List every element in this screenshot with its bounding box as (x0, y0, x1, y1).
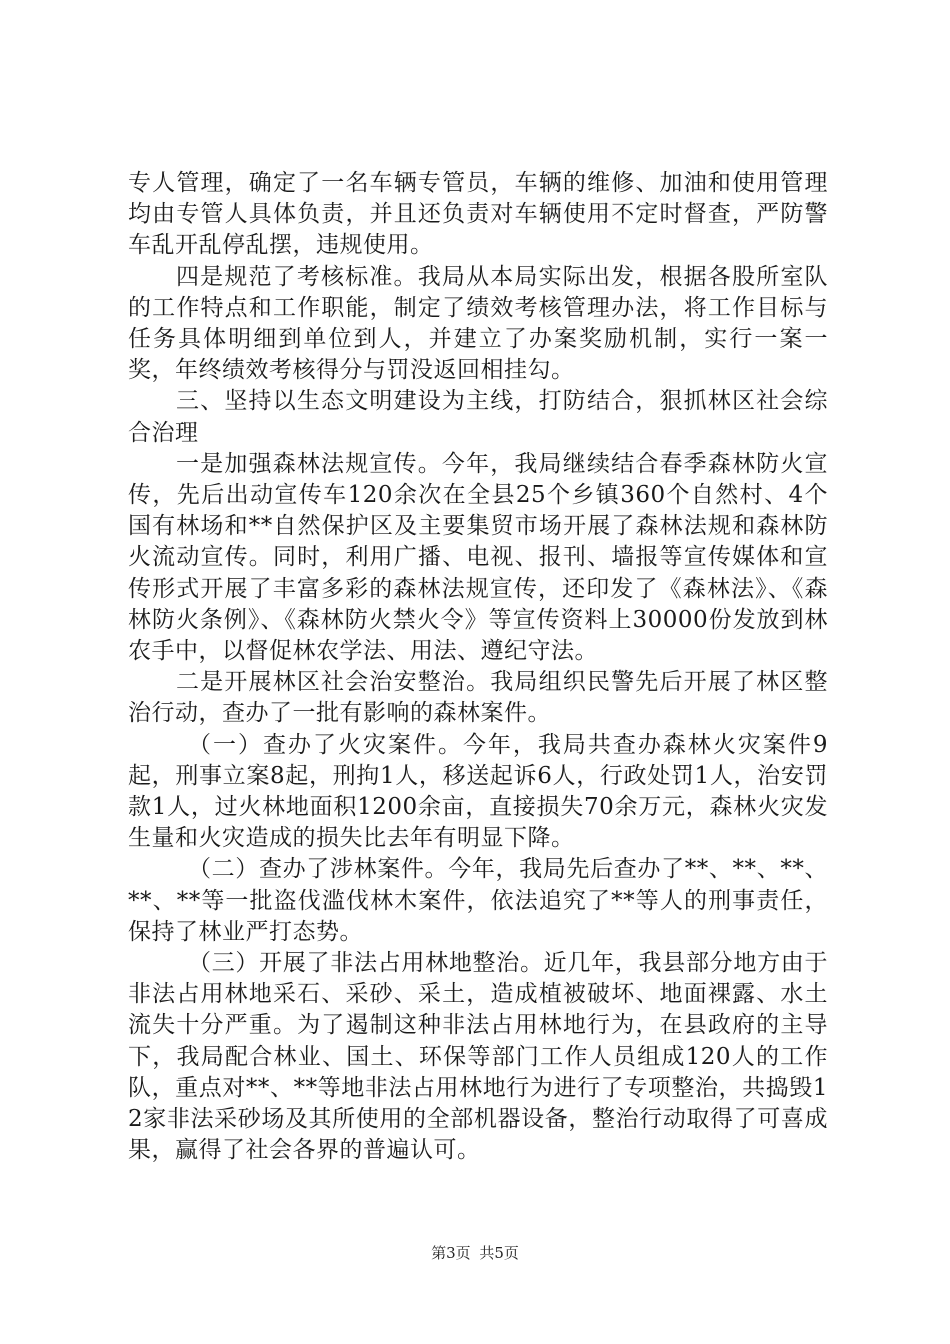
paragraph-land-occupation: （三）开展了非法占用林地整治。近几年，我县部分地方由于非法占用林地采石、采砂、采土，造成植被破坏、地面裸露、水土流失十分严重。为了遏制这种非法占用林地行为，在县政府的主导下，我局配合林业、国土、环保等部门工作人员组成120人的工作队，重点对**、**等地非法占用林地行为进行了专项整治，共捣毁12家非法采砂场及其所使用的全部机器设备，整治行动取得了可喜成果，赢得了社会各界的普遍认可。 (128, 950, 828, 1164)
paragraph-fire-cases: （一）查办了火灾案件。今年，我局共查办森林火灾案件9起，刑事立案8起，刑拘1人，移送起诉6人，行政处罚1人，治安罚款1人，过火林地面积1200余亩，直接损失70余万元，森林火灾发生量和火灾造成的损失比去年有明显下降。 (128, 731, 828, 852)
page-number: 第3页 (431, 1244, 471, 1262)
document-body (128, 168, 828, 1167)
paragraph-public-security: 二是开展林区社会治安整治。我局组织民警先后开展了林区整治行动，查办了一批有影响的森林案件。 (128, 669, 828, 727)
paragraph-vehicle-management: 专人管理，确定了一名车辆专管员，车辆的维修、加油和使用管理均由专管人具体负责，并且还负责对车辆使用不定时督查，严防警车乱开乱停乱摆，违规使用。 (128, 170, 828, 259)
paragraph-forest-cases: （二）查办了涉林案件。今年，我局先后查办了**、**、**、**、**等一批盗伐滥伐林木案件，依法追究了**等人的刑事责任，保持了林业严打态势。 (128, 856, 828, 945)
paragraph-law-publicity: 一是加强森林法规宣传。今年，我局继续结合春季森林防火宣传，先后出动宣传车120余次在全县25个乡镇360个自然村、4个国有林场和**自然保护区及主要集贸市场开展了森林法规和森林防火流动宣传。同时，利用广播、电视、报刊、墙报等宣传媒体和宣传形式开展了丰富多彩的森林法规宣传，还印发了《森林法》、《森林防火条例》、《森林防火禁火令》等宣传资料上30000份发放到林农手中，以督促林农学法、用法、遵纪守法。 (128, 450, 828, 665)
page-total: 共5页 (479, 1244, 519, 1262)
paragraph-assessment-standard: 四是规范了考核标准。我局从本局实际出发，根据各股所室队的工作特点和工作职能，制定了绩效考核管理办法，将工作目标与任务具体明细到单位到人，并建立了办案奖励机制，实行一案一奖，年终绩效考核得分与罚没返回相挂勾。 (128, 263, 828, 384)
section-heading-social-governance: 三、坚持以生态文明建设为主线，打防结合，狠抓林区社会综合治理 (128, 388, 828, 446)
page-footer (0, 1243, 950, 1263)
